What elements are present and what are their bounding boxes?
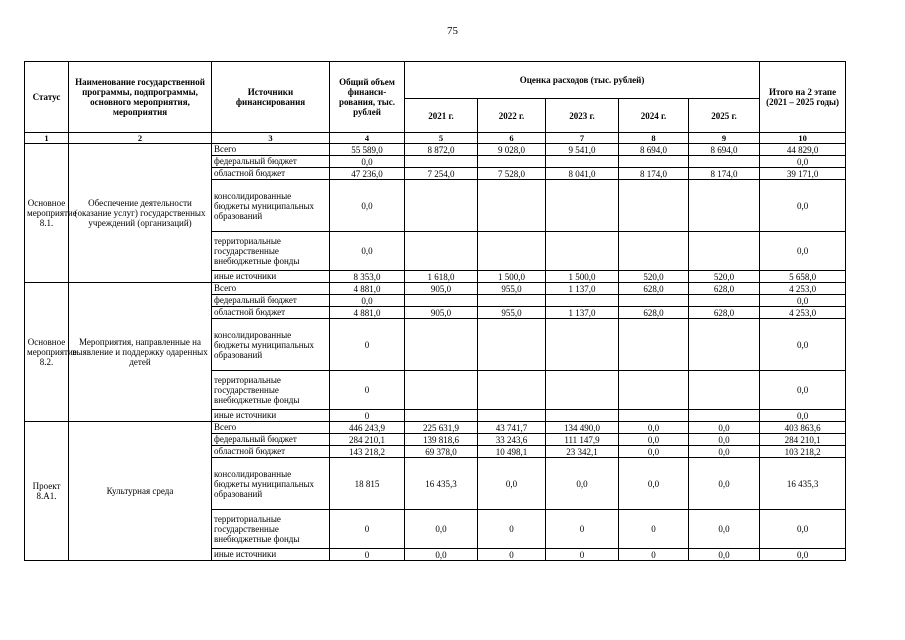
value-y2024 (619, 156, 689, 168)
value-y2023: 0 (546, 510, 619, 549)
value-y2024: 0,0 (619, 458, 689, 510)
value-stage: 0,0 (760, 371, 846, 410)
value-y2021 (405, 180, 478, 232)
value-y2021 (405, 319, 478, 371)
value-y2024: 0,0 (619, 422, 689, 434)
column-number: 5 (405, 133, 478, 144)
value-y2025: 520,0 (689, 271, 760, 283)
value-y2022: 0 (478, 510, 546, 549)
value-total: 0,0 (330, 180, 405, 232)
value-y2022 (478, 410, 546, 422)
value-y2023 (546, 156, 619, 168)
value-stage: 0,0 (760, 319, 846, 371)
page-number: 75 (447, 25, 458, 37)
value-y2024 (619, 232, 689, 271)
value-total: 0 (330, 510, 405, 549)
value-y2025 (689, 371, 760, 410)
header-year: 2021 г. (405, 99, 478, 133)
value-y2021: 1 618,0 (405, 271, 478, 283)
value-y2025: 0,0 (689, 458, 760, 510)
value-total: 0,0 (330, 156, 405, 168)
value-y2025 (689, 319, 760, 371)
value-total: 0 (330, 410, 405, 422)
table-row (25, 422, 846, 434)
value-total: 18 815 (330, 458, 405, 510)
funding-source: Всего (212, 144, 330, 156)
value-stage: 4 253,0 (760, 283, 846, 295)
column-number: 8 (619, 133, 689, 144)
column-number: 10 (760, 133, 846, 144)
value-total: 0,0 (330, 232, 405, 271)
value-y2021 (405, 410, 478, 422)
value-y2024: 0 (619, 510, 689, 549)
value-y2023 (546, 410, 619, 422)
value-y2023: 1 137,0 (546, 283, 619, 295)
column-number: 9 (689, 133, 760, 144)
value-y2023: 23 342,1 (546, 446, 619, 458)
value-total: 0 (330, 371, 405, 410)
value-y2023: 0,0 (546, 458, 619, 510)
value-y2025: 8 694,0 (689, 144, 760, 156)
funding-source: областной бюджет (212, 168, 330, 180)
section-status: Основное мероприятие 8.2. (25, 283, 69, 422)
funding-source: иные источники (212, 410, 330, 422)
value-y2023 (546, 371, 619, 410)
funding-source: федеральный бюджет (212, 156, 330, 168)
value-y2021 (405, 295, 478, 307)
value-y2021: 139 818,6 (405, 434, 478, 446)
value-stage: 0,0 (760, 295, 846, 307)
value-y2022 (478, 371, 546, 410)
funding-source: областной бюджет (212, 446, 330, 458)
value-stage: 103 218,2 (760, 446, 846, 458)
value-y2024 (619, 319, 689, 371)
value-total: 0 (330, 319, 405, 371)
column-number-row (25, 133, 846, 144)
value-stage: 44 829,0 (760, 144, 846, 156)
value-y2023: 1 137,0 (546, 307, 619, 319)
value-y2025: 628,0 (689, 307, 760, 319)
value-y2025 (689, 410, 760, 422)
column-number: 2 (69, 133, 212, 144)
budget-table (24, 61, 846, 561)
value-y2022 (478, 319, 546, 371)
value-y2022: 1 500,0 (478, 271, 546, 283)
header-year: 2023 г. (546, 99, 619, 133)
value-y2023 (546, 180, 619, 232)
value-y2025: 8 174,0 (689, 168, 760, 180)
value-y2023: 1 500,0 (546, 271, 619, 283)
value-y2021: 69 378,0 (405, 446, 478, 458)
header-year: 2022 г. (478, 99, 546, 133)
value-y2023 (546, 295, 619, 307)
value-y2024: 0 (619, 549, 689, 561)
value-stage: 16 435,3 (760, 458, 846, 510)
value-y2024: 0,0 (619, 446, 689, 458)
table-row (25, 144, 846, 156)
column-number: 1 (25, 133, 69, 144)
value-y2025 (689, 156, 760, 168)
value-y2022: 0 (478, 549, 546, 561)
value-y2023: 8 041,0 (546, 168, 619, 180)
funding-source: территориальные государственные внебюджетные фонды (212, 371, 330, 410)
value-y2024: 0,0 (619, 434, 689, 446)
header-estimate: Оценка расходов (тыс. рублей) (405, 62, 760, 99)
funding-source: консолидированные бюджеты муниципальных образований (212, 458, 330, 510)
section-status: Основное мероприятие 8.1. (25, 144, 69, 283)
value-total: 47 236,0 (330, 168, 405, 180)
value-total: 0,0 (330, 295, 405, 307)
value-stage: 403 863,6 (760, 422, 846, 434)
header-stage-total: Итого на 2 этапе (2021 – 2025 годы) (760, 62, 846, 133)
section-status: Проект 8.А1. (25, 422, 69, 561)
value-y2021: 225 631,9 (405, 422, 478, 434)
value-stage: 4 253,0 (760, 307, 846, 319)
value-y2024 (619, 410, 689, 422)
value-y2021: 0,0 (405, 549, 478, 561)
value-y2025: 0,0 (689, 422, 760, 434)
value-total: 55 589,0 (330, 144, 405, 156)
header-status: Статус (25, 62, 69, 133)
table-row (25, 283, 846, 295)
value-y2021: 905,0 (405, 307, 478, 319)
value-total: 446 243,9 (330, 422, 405, 434)
value-y2021: 16 435,3 (405, 458, 478, 510)
header-row (25, 62, 846, 99)
value-y2024: 628,0 (619, 283, 689, 295)
value-y2022: 7 528,0 (478, 168, 546, 180)
value-y2023: 9 541,0 (546, 144, 619, 156)
section-name: Мероприятия, направленные на выявление и поддержку одаренных детей (69, 283, 212, 422)
value-y2022: 9 028,0 (478, 144, 546, 156)
funding-source: консолидированные бюджеты муниципальных образований (212, 319, 330, 371)
funding-source: федеральный бюджет (212, 434, 330, 446)
funding-source: территориальные государственные внебюджетные фонды (212, 232, 330, 271)
value-y2023: 111 147,9 (546, 434, 619, 446)
value-y2022 (478, 180, 546, 232)
value-stage: 0,0 (760, 510, 846, 549)
value-y2021: 905,0 (405, 283, 478, 295)
value-y2022: 955,0 (478, 283, 546, 295)
value-y2021 (405, 232, 478, 271)
header-total-volume: Общий объем финанси-рования, тыс. рублей (330, 62, 405, 133)
value-y2021: 0,0 (405, 510, 478, 549)
value-total: 4 881,0 (330, 283, 405, 295)
value-y2022: 10 498,1 (478, 446, 546, 458)
funding-source: Всего (212, 283, 330, 295)
value-stage: 0,0 (760, 232, 846, 271)
value-y2025 (689, 180, 760, 232)
value-stage: 0,0 (760, 410, 846, 422)
header-sources: Источники финансирования (212, 62, 330, 133)
value-y2024: 520,0 (619, 271, 689, 283)
column-number: 4 (330, 133, 405, 144)
value-y2024 (619, 180, 689, 232)
section-name: Культурная среда (69, 422, 212, 561)
value-y2021 (405, 156, 478, 168)
value-y2025: 0,0 (689, 434, 760, 446)
funding-source: территориальные государственные внебюджетные фонды (212, 510, 330, 549)
value-stage: 0,0 (760, 156, 846, 168)
section-name: Обеспечение деятельности (оказание услуг) государственных учреждений (организаций) (69, 144, 212, 283)
header-program-name: Наименование государственной программы, подпрограммы, основного мероприятия, мероприятия (69, 62, 212, 133)
column-number: 7 (546, 133, 619, 144)
value-y2025: 0,0 (689, 549, 760, 561)
value-total: 8 353,0 (330, 271, 405, 283)
value-stage: 5 658,0 (760, 271, 846, 283)
value-stage: 0,0 (760, 549, 846, 561)
funding-source: иные источники (212, 271, 330, 283)
value-y2022 (478, 156, 546, 168)
value-y2023 (546, 319, 619, 371)
value-y2022: 33 243,6 (478, 434, 546, 446)
value-y2024 (619, 371, 689, 410)
funding-source: федеральный бюджет (212, 295, 330, 307)
value-y2022: 0,0 (478, 458, 546, 510)
value-y2025: 628,0 (689, 283, 760, 295)
value-stage: 39 171,0 (760, 168, 846, 180)
value-y2025: 0,0 (689, 446, 760, 458)
header-year: 2025 г. (689, 99, 760, 133)
value-y2024: 628,0 (619, 307, 689, 319)
funding-source: консолидированные бюджеты муниципальных образований (212, 180, 330, 232)
value-total: 284 210,1 (330, 434, 405, 446)
value-y2024 (619, 295, 689, 307)
value-y2023 (546, 232, 619, 271)
value-y2022 (478, 232, 546, 271)
value-y2021: 8 872,0 (405, 144, 478, 156)
funding-source: Всего (212, 422, 330, 434)
value-stage: 284 210,1 (760, 434, 846, 446)
value-total: 0 (330, 549, 405, 561)
value-total: 4 881,0 (330, 307, 405, 319)
value-y2024: 8 174,0 (619, 168, 689, 180)
column-number: 6 (478, 133, 546, 144)
value-y2022: 43 741,7 (478, 422, 546, 434)
funding-source: иные источники (212, 549, 330, 561)
value-y2022: 955,0 (478, 307, 546, 319)
value-y2025 (689, 295, 760, 307)
value-y2025 (689, 232, 760, 271)
value-y2024: 8 694,0 (619, 144, 689, 156)
value-y2023: 134 490,0 (546, 422, 619, 434)
value-y2022 (478, 295, 546, 307)
value-y2025: 0,0 (689, 510, 760, 549)
column-number: 3 (212, 133, 330, 144)
value-stage: 0,0 (760, 180, 846, 232)
header-year: 2024 г. (619, 99, 689, 133)
funding-source: областной бюджет (212, 307, 330, 319)
value-y2023: 0 (546, 549, 619, 561)
value-y2021 (405, 371, 478, 410)
value-total: 143 218,2 (330, 446, 405, 458)
value-y2021: 7 254,0 (405, 168, 478, 180)
